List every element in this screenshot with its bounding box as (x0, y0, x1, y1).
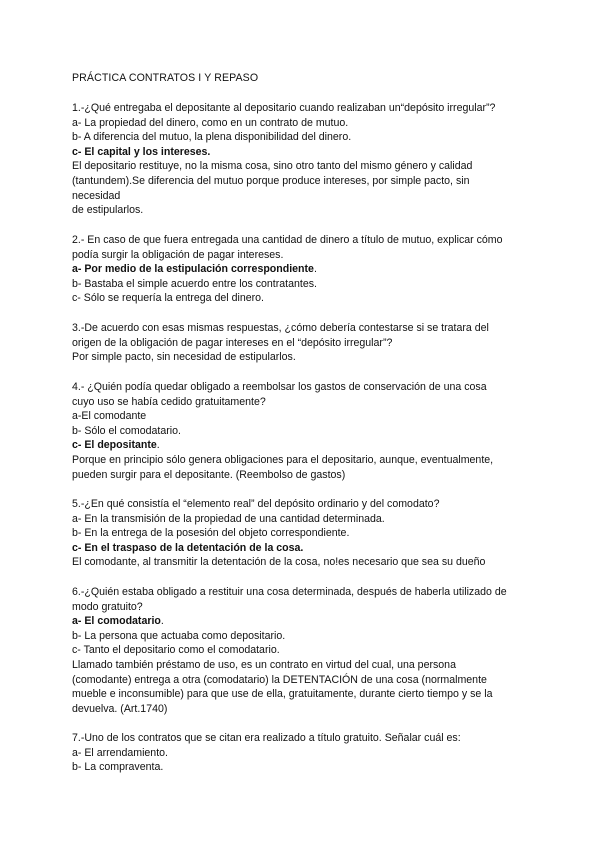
question-4 (72, 380, 544, 482)
question-3-answer: Por simple pacto, sin necesidad de estipularlos. (72, 351, 296, 364)
question-1-option-a: a- La propiedad del dinero, como en un contrato de mutuo. (72, 116, 349, 129)
question-4-explanation-line: Porque en principio sólo genera obligaciones para el depositario, aunque, eventualmente, (72, 453, 494, 466)
question-4-option-b: b- Sólo el comodatario. (72, 424, 181, 437)
question-1-explanation-line: El depositario restituye, no la misma cosa, sino otro tanto del mismo género y calidad (72, 160, 473, 173)
question-3-text: origen de la obligación de pagar intereses en el “depósito irregular”? (72, 336, 393, 349)
question-4-answer: c- El depositante (72, 439, 157, 452)
question-4-answer-row: c- El depositante. (72, 439, 160, 452)
question-2-option-c: c- Sólo se requería la entrega del dinero. (72, 292, 264, 305)
question-1 (72, 101, 544, 218)
question-4-explanation-line: pueden surgir para el depositante. (Reembolso de gastos) (72, 468, 346, 481)
question-5-answer: c- En el traspaso de la detentación de la cosa. (72, 541, 304, 554)
question-2-answer-row: a- Por medio de la estipulación correspondiente. (72, 263, 317, 276)
question-6-answer-row: a- El comodatario. (72, 615, 164, 628)
question-1-option-b: b- A diferencia del mutuo, la plena disponibilidad del dinero. (72, 131, 352, 144)
question-1-explanation-line: de estipularlos. (72, 204, 144, 217)
question-7-text: 7.-Uno de los contratos que se citan era realizado a título gratuito. Señalar cuál es: (72, 732, 461, 744)
question-6-explanation-line: (comodante) entrega a otra (comodatario) la DETENTACIÓN de una cosa (normalmente (72, 673, 487, 686)
question-2-answer: a- Por medio de la estipulación correspondiente (72, 263, 314, 276)
question-7 (72, 731, 544, 775)
question-6-option-c: c- Tanto el depositario como el comodatario. (72, 644, 280, 657)
question-6 (72, 585, 544, 716)
question-6-text: 6.-¿Quién estaba obligado a restituir una cosa determinada, después de haberla utilizado de (72, 586, 507, 598)
question-5-text: 5.-¿En qué consistía el “elemento real” del depósito ordinario y del comodato? (72, 498, 440, 510)
question-5-option-b: b- En la entrega de la posesión del objeto correspondiente. (72, 527, 350, 540)
question-3 (72, 321, 544, 365)
question-5-option-a: a- En la transmisión de la propiedad de una cantidad determinada. (72, 512, 385, 525)
question-4-text: cuyo uso se había cedido gratuitamente? (72, 395, 266, 408)
question-6-text: modo gratuito? (72, 600, 143, 613)
question-1-text: 1.-¿Qué entregaba el depositante al depositario cuando realizaban un“depósito irregular”? (72, 102, 496, 114)
document-title: PRÁCTICA CONTRATOS I Y REPASO (72, 72, 259, 84)
question-6-explanation-line: devuelva. (Art.1740) (72, 702, 168, 715)
question-4-text: 4.- ¿Quién podía quedar obligado a reembolsar los gastos de conservación de una cosa (72, 381, 487, 393)
question-1-explanation-line: (tantundem).Se diferencia del mutuo porque produce intereses, por simple pacto, sin (72, 174, 470, 187)
question-3-text: 3.-De acuerdo con esas mismas respuestas, ¿cómo debería contestarse si se tratara del (72, 322, 489, 334)
question-4-option-a: a-El comodante (72, 410, 147, 423)
question-7-option-b: b- La compraventa. (72, 761, 164, 774)
question-7-option-a: a- El arrendamiento. (72, 746, 168, 759)
question-6-answer: a- El comodatario (72, 615, 161, 628)
question-5-explanation-line: El comodante, al transmitir la detentación de la cosa, no!es necesario que sea su dueño (72, 556, 486, 569)
question-6-option-b: b- La persona que actuaba como depositario. (72, 629, 286, 642)
question-2-text: podía surgir la obligación de pagar intereses. (72, 248, 284, 261)
question-1-answer: c- El capital y los intereses. (72, 145, 211, 158)
question-6-explanation-line: Llamado también préstamo de uso, es un contrato en virtud del cual, una persona (72, 658, 456, 671)
question-2 (72, 233, 544, 306)
question-5 (72, 497, 544, 570)
question-2-option-b: b- Bastaba el simple acuerdo entre los contratantes. (72, 277, 317, 290)
question-1-explanation-line: necesidad (72, 189, 121, 202)
question-2-text: 2.- En caso de que fuera entregada una cantidad de dinero a título de mutuo, explicar cómo (72, 234, 503, 246)
question-6-explanation-line: mueble e inconsumible) para que use de ella, gratuitamente, durante cierto tiempo y se la (72, 688, 493, 701)
